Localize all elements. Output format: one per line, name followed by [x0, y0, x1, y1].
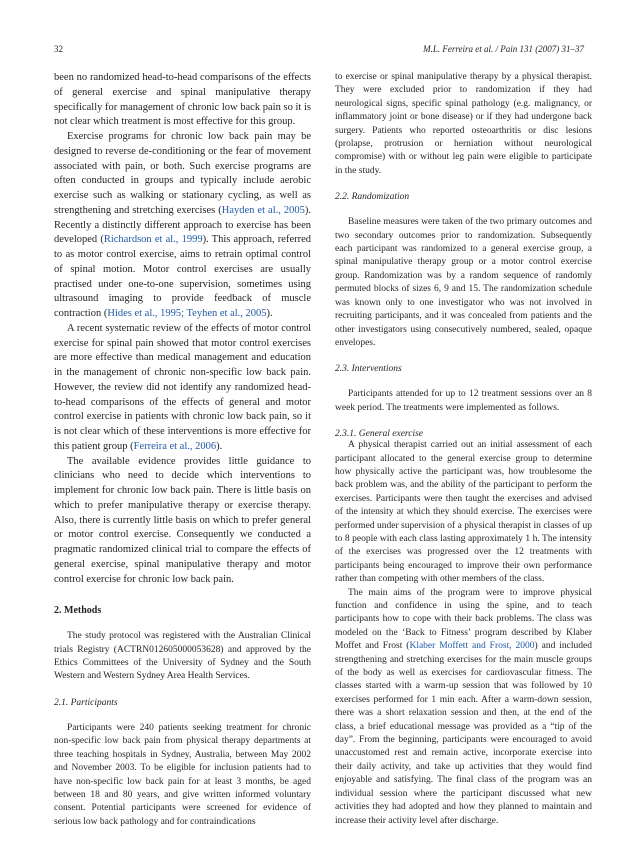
paragraph: The available evidence provides little guidance to clinicians who need to decide which interventions to implement for chronic low back pain. There is little basis on which to prefer manipulative therapy or exercise therapy. Also, there is currently little basis on which to prefer general or motor control exercise. Consequently we conducted a pragmatic randomized clinical trial to compare the effects of general exercise, spinal manipulative therapy and motor control exercise for chronic low back pain. [54, 455, 311, 585]
text: ). This approach, referred to as motor control exercise, aims to retrain optimal control of spinal motion. Motor control exercises are usually practised under one-to-one supervision, sometimes using ultrasound imaging to provide feedback of muscle contraction ( [54, 234, 312, 319]
paragraph: A physical therapist carried out an initial assessment of each participant allocated to the general exercise group to determine how physically active the participant was, how troublesome the back problem was, and the ability of the participant to perform the exercises. Participants were then taught the exercises and advised of the intensity at which they should exercise. The exercises were performed under supervision of a physical therapist in classes of up to 8 people with each class lasting approximately 1 h. The intensity of the exercises was progressed over the 12 treatments with participants being encouraged to improve their own performance rather than competing with other members of the class. [335, 440, 592, 585]
right-column [335, 71, 592, 828]
citation-link[interactable]: Hides et al., 1995; Teyhen et al., 2005 [107, 308, 267, 319]
text: ) and included strengthening and stretching exercises for the main muscle groups of the body as well as exercises for cardiovascular fitness. The classes started with a warm-up session that was followed by 10 exercises performed for 1 min each. After a warm-down session, there was a short relaxation session and then, at the end of the class, a brief educational message was provided as a “tip of the day”. From the beginning, participants were encouraged to avoid unaccustomed rest and remain active, incorporate exercise into their daily activity, and take up activities that they would find enjoyable and satisfying. The final class of the program was an individual session where the participant discussed what new activities they had adopted and how they planned to maintain and increase their activity level after discharge. [335, 641, 593, 826]
section-heading: 2. Methods [54, 605, 102, 617]
paragraph: Baseline measures were taken of the two primary outcomes and two secondary outcomes prior to randomization. Subsequently each participant was randomized to a general exercise group, a spinal manipulative therapy group or a motor control exercise group. Randomization was by a random sequence of randomly permuted blocks of sizes 6, 9 and 15. The randomization schedule was known only to one investigator who was not involved in recruiting participants, and it was concealed from patients and the other investigators using consecutively numbered, sealed, opaque envelopes. [335, 217, 592, 348]
paragraph: to exercise or spinal manipulative therapy by a physical therapist. They were excluded prior to randomization if they had neurological signs, specific spinal pathology (e.g. malignancy, or inflammatory joint or bone disease) or if they had undergone back surgery. Patients who reported osteoarthritis or disc lesions (prolapse, protrusion or herniation without neurological compromise) with or without leg pain were eligible to participate in the study. [335, 72, 592, 176]
paragraph [335, 587, 592, 828]
text: ). Recently a distinctly different approach to exercise has been developed ( [54, 204, 311, 246]
paragraph [54, 130, 311, 322]
page-number: 32 [54, 44, 63, 54]
text: The main aims of the program were to improve physical function and confidence in using the spine, and to teach participants how to cope with their back problems. The class was modeled on the ‘Back to Fitness’ program described by Klaber Moffet and Frost ( [335, 587, 592, 652]
citation-link[interactable]: Ferreira et al., 2006 [133, 440, 217, 452]
subsection-heading: 2.3. Interventions [335, 364, 402, 375]
citation-link[interactable]: Hayden et al., 2005 [221, 204, 305, 216]
paragraph: been no randomized head-to-head comparisons of the effects of general exercise and spinal manipulative therapy specifically for management of chronic low back pain so it is not clear which treatment is most effective for this group. [54, 72, 311, 128]
subsection-heading: 2.2. Randomization [335, 192, 410, 203]
text: ). [216, 440, 223, 452]
page-header [54, 44, 584, 58]
paragraph [54, 322, 311, 455]
subsection-heading: 2.1. Participants [54, 697, 118, 708]
text: Exercise programs for chronic low back pain may be designed to reverse de-conditioning or the fear of movement associated with pain, or both. Such exercise programs are often conducted in groups and typically include aerobic exercise such as walking or stationary cycling, as well as strengthening and stretching exercises ( [54, 131, 311, 216]
running-head: M.L. Ferreira et al. / Pain 131 (2007) 31–37 [423, 44, 584, 54]
citation-link[interactable]: Klaber Moffett and Frost, 2000 [409, 641, 535, 652]
paragraph: Participants attended for up to 12 treatment sessions over an 8 week period. The treatments were implemented as follows. [335, 389, 592, 413]
text: A recent systematic review of the effects of motor control exercise for spinal pain showed that motor control exercises are more effective than medical management and education in the management of chronic non-specific low back pain. However, the review did not identify any randomized head-to-head comparisons of the effects of general and motor control exercise in patients with chronic low back pain, so it is not clear which of these interventions is more effective for this patient group ( [54, 322, 311, 452]
subsubsection-heading: 2.3.1. General exercise [335, 429, 424, 440]
text: ). [266, 308, 273, 319]
left-column [54, 71, 311, 829]
paragraph: The study protocol was registered with the Australian Clinical trials Registry (ACTRN012605000053628) and approved by the Ethics Committees of the University of Sydney and the South Western and Western Sydney Area Health Services. [54, 631, 311, 682]
paragraph: Participants were 240 patients seeking treatment for chronic non-specific low back pain from physical therapy departments at three teaching hospitals in Sydney, Australia, between May 2002 and November 2003. To be eligible for inclusion patients had to have non-specific low back pain for at least 3 months, be aged between 18 and 80 years, and give written informed voluntary consent. Potential participants were screened for evidence of serious low back pathology and for contraindications [54, 722, 311, 827]
citation-link[interactable]: Richardson et al., 1999 [103, 234, 203, 246]
